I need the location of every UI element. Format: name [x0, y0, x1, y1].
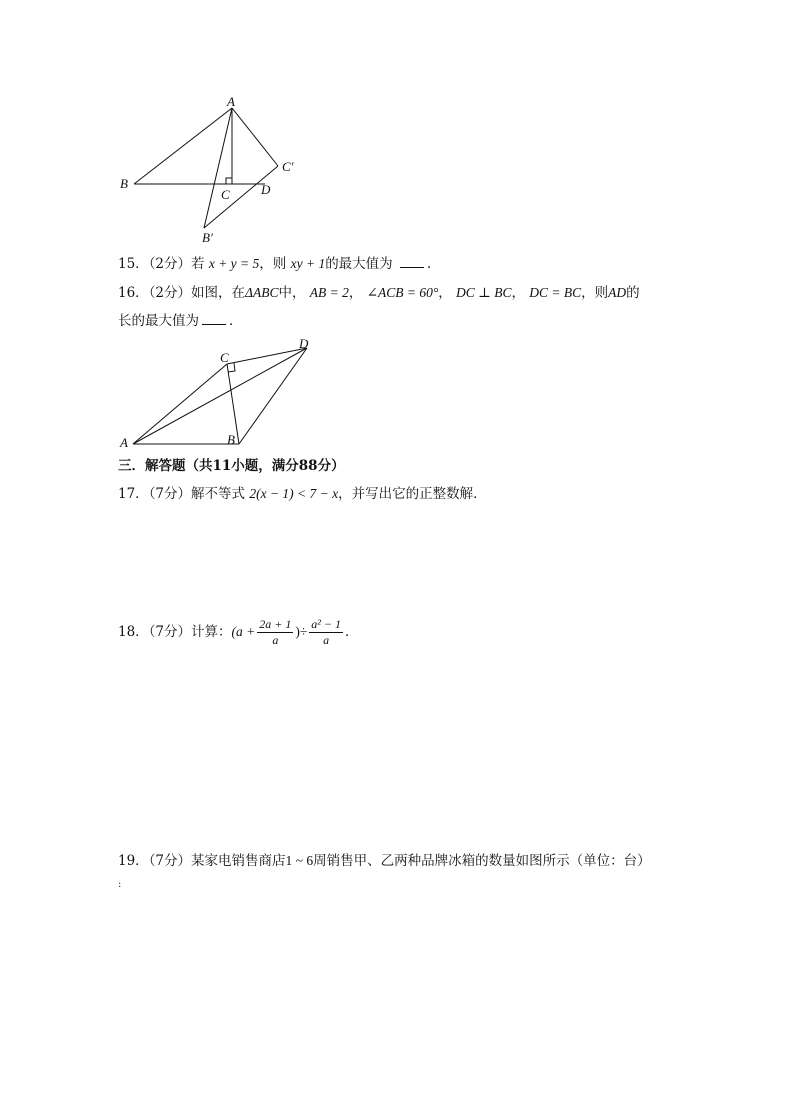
label-b: B — [120, 176, 128, 191]
q19-range: 1 ~ 6 — [285, 853, 314, 868]
section-3-title: 三．解答题（共11小题，满分88分） — [118, 458, 345, 474]
q15-score: （2分） — [148, 256, 192, 272]
q16-condition-4: DC = BC — [529, 285, 582, 300]
segment-c-prime-b-prime — [204, 166, 278, 228]
q16-score: （2分） — [148, 285, 192, 301]
q15-text-pre: 若 — [191, 256, 205, 272]
q18-fraction-2 — [309, 617, 343, 648]
label-b-prime: B′ — [202, 230, 213, 245]
q16-triangle: ΔABC — [245, 285, 279, 300]
q18-close-div: )÷ — [295, 624, 308, 639]
q18-score: （7分） — [148, 624, 192, 640]
q19-score: （7分） — [148, 853, 192, 869]
label-a: A — [120, 435, 128, 450]
segment-bd — [239, 348, 307, 444]
q16-text-then: ，则 — [581, 285, 609, 301]
q18-end: ． — [344, 624, 359, 640]
right-angle-mark — [228, 363, 235, 372]
question-15 — [118, 255, 440, 273]
segment-cd — [227, 348, 307, 364]
q15-end: ． — [426, 256, 441, 272]
question-19 — [118, 852, 651, 870]
q18-number: 18． — [118, 624, 149, 640]
label-c: C — [221, 187, 230, 202]
q15-text-mid: ，则 — [259, 256, 287, 272]
q17-inequality: 2(x − 1) < 7 − x — [249, 486, 339, 501]
q16-number: 16． — [118, 285, 149, 301]
q17-number: 17． — [118, 486, 149, 502]
figure-2-quadrilateral — [115, 334, 325, 452]
q18-frac2-numerator: a² − 1 — [311, 617, 341, 631]
label-d: D — [261, 182, 271, 197]
q19-number: 19． — [118, 853, 149, 869]
label-c: C — [220, 350, 229, 365]
question-17 — [118, 485, 487, 503]
q16-target: AD — [608, 285, 627, 300]
segment-ac-prime — [232, 108, 278, 166]
q18-fraction-1 — [257, 617, 293, 648]
q16-end: ． — [229, 313, 243, 329]
q17-text-post: ，并写出它的正整数解． — [338, 486, 487, 502]
q17-text-pre: 解不等式 — [191, 486, 246, 502]
question-16: 16．（2分）如图，在ΔABC中， AB = 2， ∠ACB = 60°， DC ⊥ BC， DC = BC，则AD的 — [118, 285, 640, 301]
q16-condition-1: AB = 2 — [309, 285, 349, 300]
q16-line-2-text: 长的最大值为 — [118, 313, 199, 329]
q16-text-of: 的 — [626, 285, 640, 301]
q16-condition-2: ∠ACB = 60° — [366, 285, 439, 300]
q16-text-in: 中， — [278, 285, 306, 301]
q15-expression: xy + 1 — [290, 256, 326, 271]
right-angle-mark — [226, 178, 232, 184]
q16-condition-3: DC ⊥ BC — [456, 285, 512, 300]
q15-condition: x + y = 5 — [208, 256, 260, 271]
label-a: A — [227, 94, 235, 109]
label-d: D — [299, 336, 309, 351]
question-19-line-2: : — [118, 879, 122, 890]
label-b: B — [227, 432, 235, 447]
question-16-line-2 — [118, 312, 243, 330]
q15-number: 15． — [118, 256, 149, 272]
q17-score: （7分） — [148, 486, 192, 502]
q19-text-post: 周销售甲、乙两种品牌冰箱的数量如图所示（单位：台） — [313, 853, 651, 869]
q16-answer-blank[interactable] — [202, 312, 226, 325]
q18-frac1-denominator: a — [272, 633, 279, 647]
q16-text-pre: 如图，在 — [191, 285, 246, 301]
q15-text-post: 的最大值为 — [325, 256, 393, 272]
label-c-prime: C′ — [282, 159, 294, 174]
q19-text-pre: 某家电销售商店 — [191, 853, 286, 869]
q18-text-pre: 计算： — [191, 624, 232, 640]
q18-frac2-denominator: a — [323, 633, 330, 647]
q18-frac1-numerator: 2a + 1 — [259, 617, 292, 631]
q18-open: (a + — [231, 624, 256, 639]
segment-ac — [133, 364, 227, 444]
figure-1-triangles — [110, 92, 310, 247]
question-18 — [118, 614, 358, 650]
q15-answer-blank[interactable] — [400, 255, 424, 268]
